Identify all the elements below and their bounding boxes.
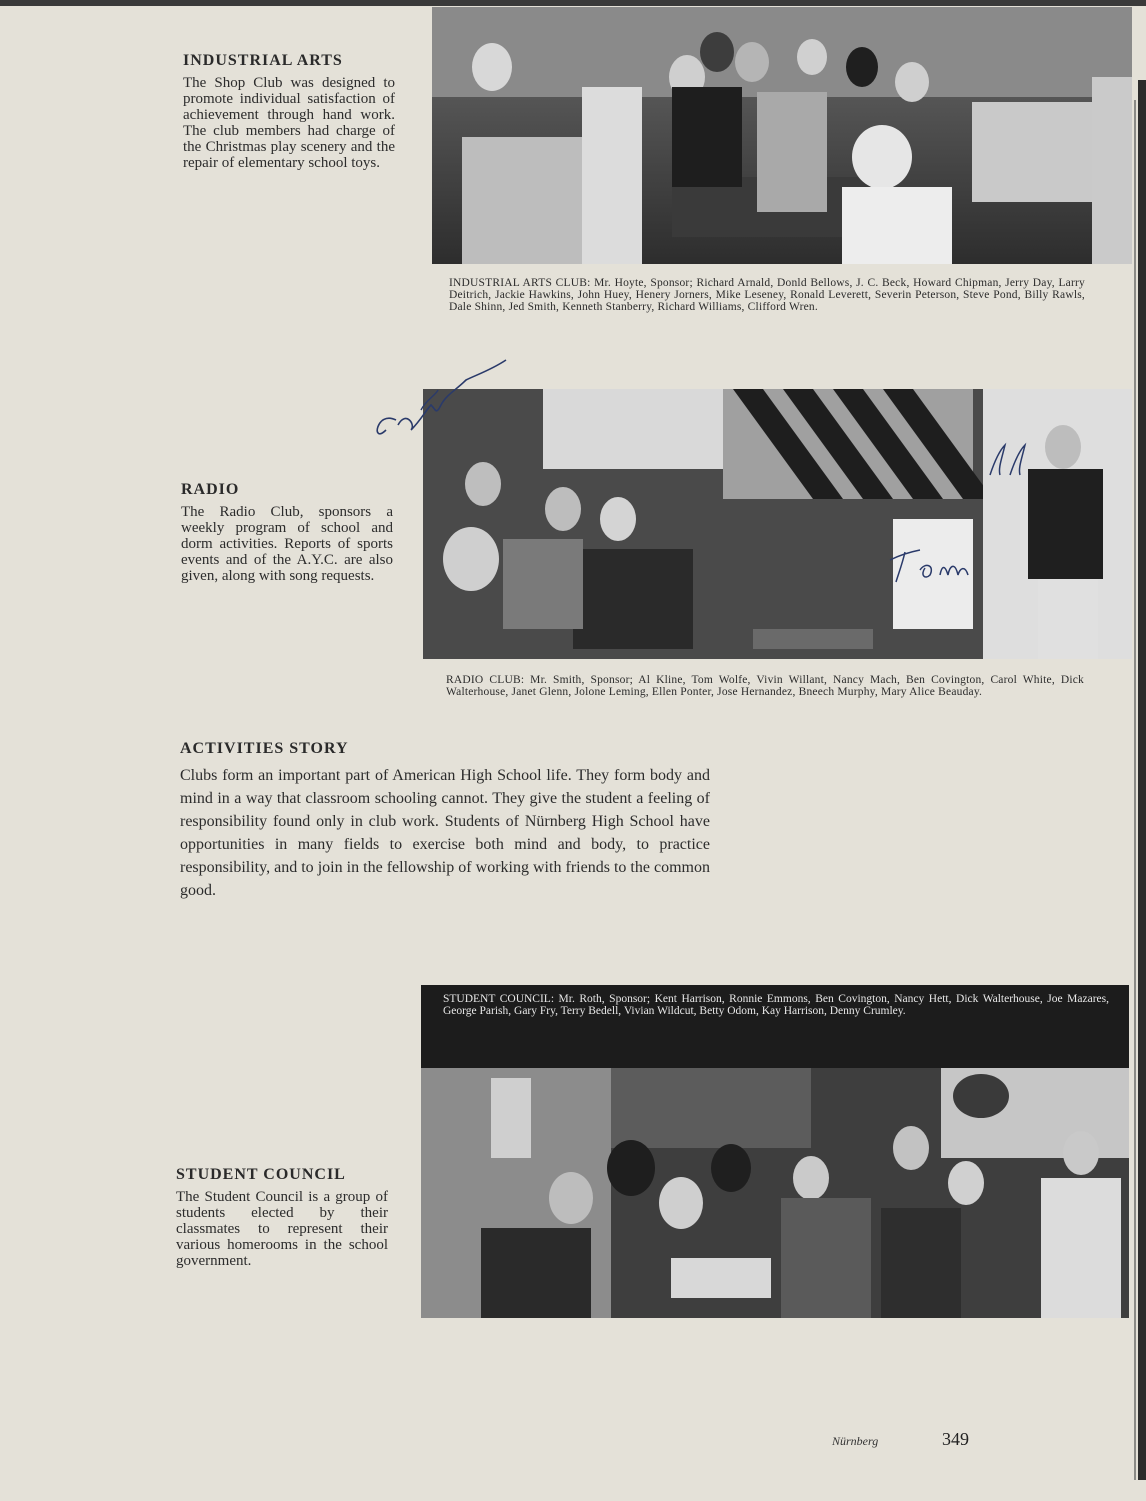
student-council-caption-text: STUDENT COUNCIL: Mr. Roth, Sponsor; Kent Harrison, Ronnie Emmons, Ben Covington, Nancy Hett, Dick Walterhouse, Joe Mazares, George Parish, Gary Fry, Terry Bedell, Vivian Wildcut, Betty Odom, Kay Harrison, Denny Crumley.	[443, 993, 1109, 1017]
page-binding-edge	[1138, 80, 1146, 1480]
student-council-text: The Student Council is a group of students elected by their classmates to represent their various homerooms in the school government.	[176, 1189, 388, 1269]
radio-title: RADIO	[181, 481, 240, 498]
radio-photo	[423, 389, 1132, 659]
page-binding-line	[1134, 100, 1136, 1480]
industrial-arts-text: The Shop Club was designed to promote individual satisfaction of achievement through hand work. The club members had charge of the Christmas play scenery and the repair of elementary school toys.	[183, 75, 395, 171]
student-council-photo	[421, 1068, 1129, 1318]
radio-text: The Radio Club, sponsors a weekly program of school and dorm activities. Reports of sports events and of the A.Y.C. are also given, along with song requests.	[181, 504, 393, 584]
radio-caption: RADIO CLUB: Mr. Smith, Sponsor; Al Kline, Tom Wolfe, Vivin Willant, Nancy Mach, Ben Covington, Carol White, Dick Walterhouse, Janet Glenn, Jolone Leming, Ellen Ponter, Jose Hernandez, Bneech Murphy, Mary Alice Beauday.	[446, 674, 1084, 698]
activities-text: Clubs form an important part of American High School life. They form body and mind in a way that classroom schooling cannot. They give the student a feeling of responsibility found only in club work. Students of Nürnberg High School have opportunities in many fields to exercise both mind and body, to practice responsibility, and to join in the fellowship of working with friends to the common good.	[180, 767, 710, 899]
student-council-caption	[421, 985, 1129, 1068]
industrial-arts-photo	[432, 7, 1132, 264]
page-top-edge	[0, 0, 1146, 6]
page-number: 349	[942, 1429, 969, 1449]
activities-title: ACTIVITIES STORY	[180, 740, 349, 757]
footer-place-name: Nürnberg	[832, 1434, 879, 1448]
student-council-title: STUDENT COUNCIL	[176, 1166, 346, 1183]
industrial-arts-caption: INDUSTRIAL ARTS CLUB: Mr. Hoyte, Sponsor; Richard Arnald, Donld Bellows, J. C. Beck, Howard Chipman, Jerry Day, Larry Deitrich, Jackie Hawkins, John Huey, Henery Jorners, Mike Leseney, Ronald Leverett, Severin Peterson, Steve Pond, Billy Rawls, Dale Shinn, Jed Smith, Kenneth Stanberry, Richard Williams, Clifford Wren.	[449, 277, 1085, 313]
industrial-arts-title: INDUSTRIAL ARTS	[183, 52, 343, 69]
